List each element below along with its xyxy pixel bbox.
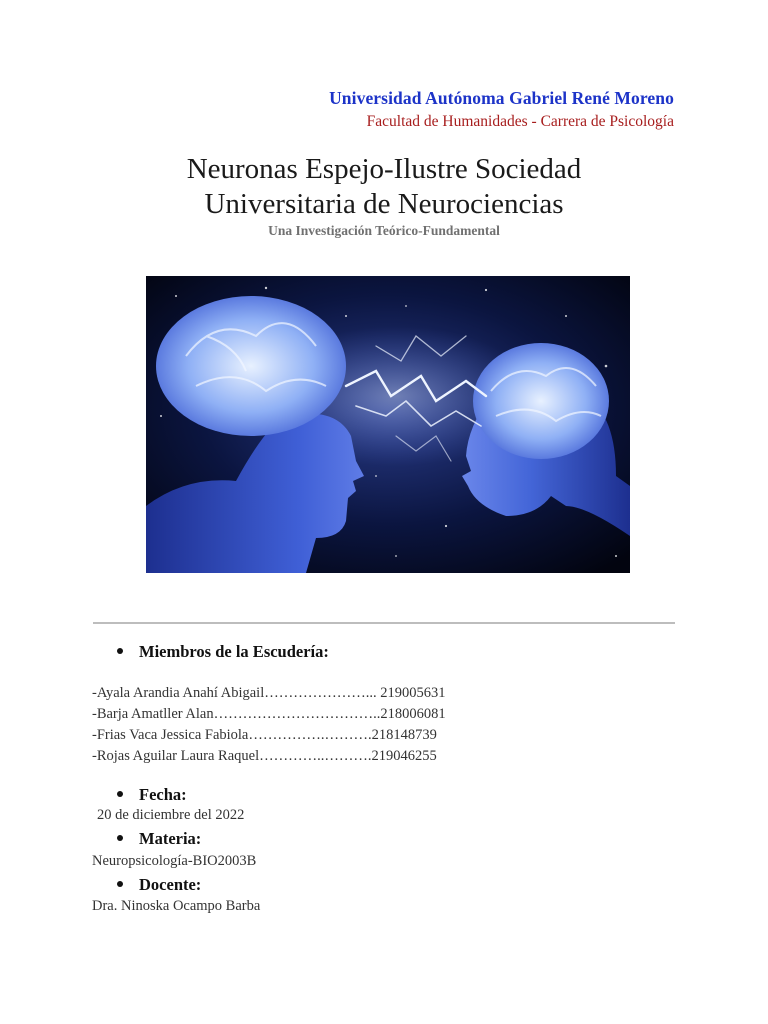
list-item: -Frias Vaca Jessica Fabiola…………….……….218148739 [92,727,437,743]
materia-value: Neuropsicología-BIO2003B [92,853,257,869]
title-line-2: Universitaria de Neurociencias [204,188,564,220]
title-line-1: Neuronas Espejo-Ilustre Sociedad [186,153,582,185]
horizontal-divider [93,622,675,624]
faculty-name: Facultad de Humanidades - Carrera de Psicología [366,113,674,130]
list-item: -Barja Amatller Alan……………………………..218006081 [92,706,446,722]
bullet-icon [117,835,123,841]
docente-value: Dra. Ninoska Ocampo Barba [92,898,261,914]
list-item: -Ayala Arandia Anahí Abigail…………………... 219005631 [92,685,446,701]
fecha-heading-label: Fecha: [139,785,187,804]
members-list [92,683,446,767]
list-item: -Rojas Aguilar Laura Raquel…………..……….219046255 [92,748,437,764]
materia-heading [117,829,201,849]
university-name: Universidad Autónoma Gabriel René Moreno [329,88,674,108]
bullet-icon [117,881,123,887]
cover-image [146,276,630,573]
docente-heading [117,875,201,895]
members-heading [117,642,329,662]
bullet-icon [117,648,123,654]
fecha-heading [117,785,187,805]
materia-heading-label: Materia: [139,829,202,848]
fecha-value: 20 de diciembre del 2022 [97,807,245,823]
bullet-icon [117,791,123,797]
docente-heading-label: Docente: [139,875,202,894]
members-heading-label: Miembros de la Escudería: [139,642,329,661]
document-subtitle: Una Investigación Teórico-Fundamental [268,223,500,238]
document-title [0,152,768,222]
